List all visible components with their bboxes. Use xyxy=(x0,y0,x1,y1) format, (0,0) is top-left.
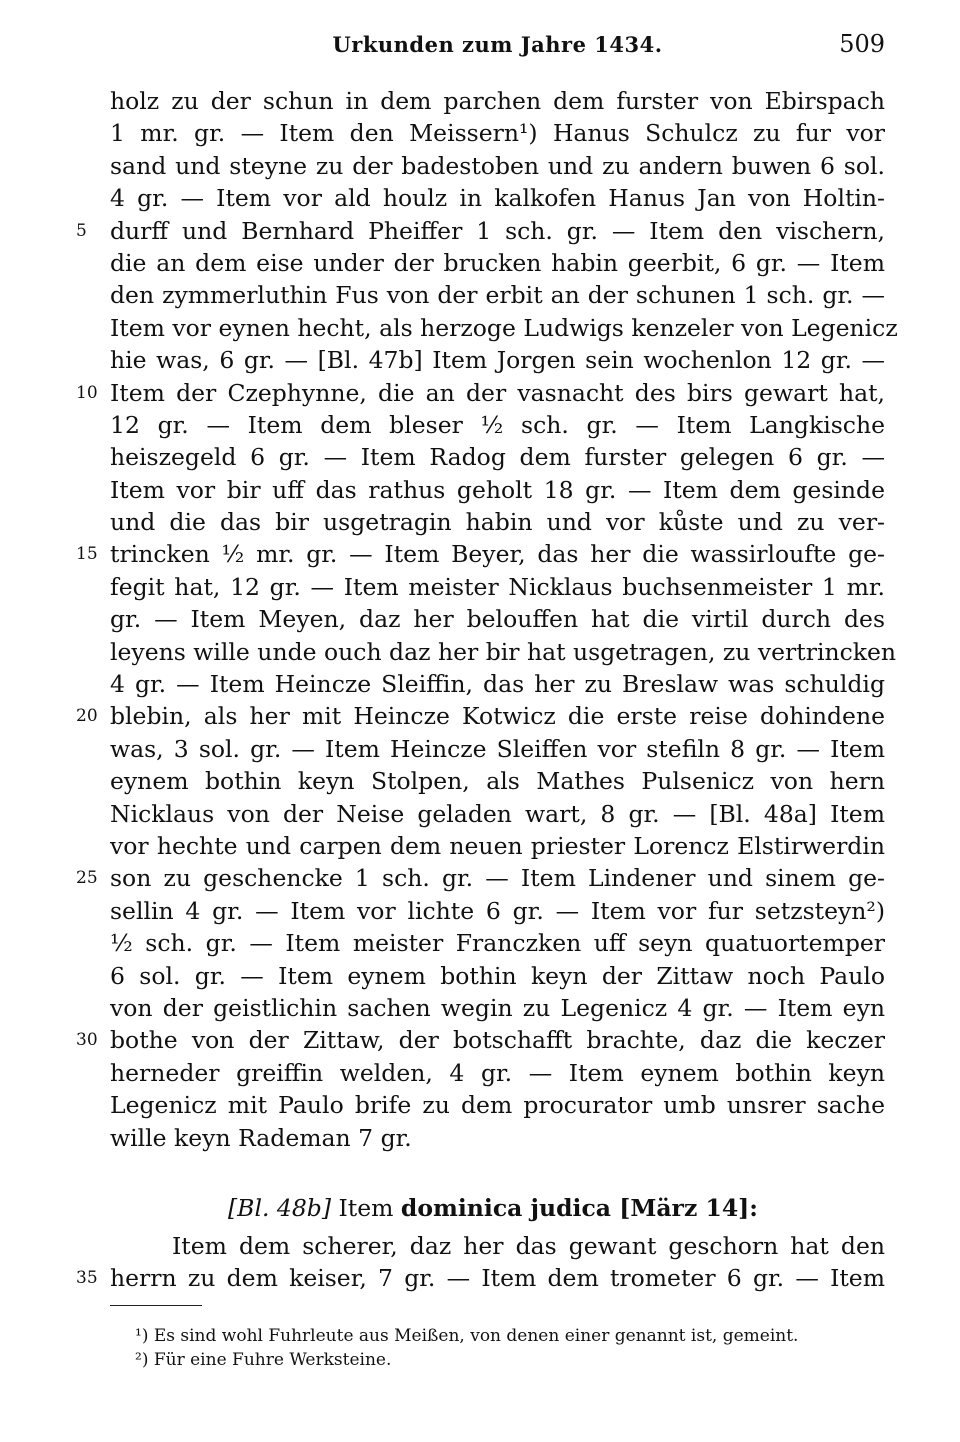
text-line xyxy=(110,474,885,506)
text-line xyxy=(110,150,885,182)
line-number: 10 xyxy=(76,382,98,403)
line-text: den zymmerluthin Fus von der erbit an der schunen 1 sch. gr. — xyxy=(110,281,885,310)
text-line xyxy=(76,862,885,894)
line-text: Item vor eynen hecht, als herzoge Ludwigs kenzeler von Legenicz xyxy=(110,313,898,342)
line-number: 35 xyxy=(76,1268,98,1289)
text-line xyxy=(110,571,885,603)
line-number: 5 xyxy=(76,220,87,241)
line-text: und die das bir usgetragin habin und vor kůste und zu ver- xyxy=(110,508,885,537)
line-text: durff und Bernhard Pheiffer 1 sch. gr. — Item den vischern, xyxy=(110,216,885,245)
line-text: 4 gr. — Item vor ald houlz in kalkofen Hanus Jan von Holtin- xyxy=(110,184,885,213)
text-line xyxy=(110,1122,885,1154)
page-number: 509 xyxy=(839,30,885,58)
line-text: leyens wille unde ouch daz her bir hat usgetragen, zu vertrincken xyxy=(110,637,897,666)
text-line xyxy=(76,700,885,732)
text-line xyxy=(110,1089,885,1121)
footnote-rule xyxy=(110,1305,202,1306)
line-number: 20 xyxy=(76,706,98,727)
line-text: Legenicz mit Paulo brife zu dem procurator umb unsrer sache xyxy=(110,1091,885,1120)
line-text: die an dem eise under der brucken habin geerbit, 6 gr. — Item xyxy=(110,248,885,277)
text-line xyxy=(110,927,885,959)
text-line xyxy=(76,1262,885,1294)
text-line xyxy=(76,377,885,409)
text-line xyxy=(110,895,885,927)
text-line xyxy=(110,733,885,765)
text-line xyxy=(110,409,885,441)
text-line xyxy=(76,215,885,247)
text-line xyxy=(110,1230,885,1262)
line-text: Item der Czephynne, die an der vasnacht des birs gewart hat, xyxy=(110,378,885,407)
folio-reference: [Bl. 48b] xyxy=(228,1194,332,1222)
line-text: was, 3 sol. gr. — Item Heincze Sleiffen vor stefiln 8 gr. — Item xyxy=(110,734,885,763)
line-number: 15 xyxy=(76,544,98,565)
text-line xyxy=(110,85,885,117)
footnote: ²) Für eine Fuhre Werksteine. xyxy=(135,1350,392,1370)
line-text: 1 mr. gr. — Item den Meissern¹) Hanus Schulcz zu fur vor xyxy=(110,119,885,148)
line-text: wille keyn Rademan 7 gr. xyxy=(110,1123,412,1152)
text-line xyxy=(110,441,885,473)
line-text: son zu geschencke 1 sch. gr. — Item Lindener und sinem ge- xyxy=(110,864,885,893)
line-number: 30 xyxy=(76,1030,98,1051)
text-line xyxy=(110,798,885,830)
line-text: Item dem scherer, daz her das gewant geschorn hat den xyxy=(172,1232,885,1260)
text-line xyxy=(76,538,885,570)
text-line xyxy=(110,992,885,1024)
section-heading xyxy=(228,1192,758,1224)
text-line xyxy=(110,668,885,700)
line-text: vor hechte und carpen dem neuen priester Lorencz Elstirwerdin xyxy=(110,831,885,860)
line-text: herneder greiffin welden, 4 gr. — Item eynem bothin keyn xyxy=(110,1058,885,1087)
text-line xyxy=(110,830,885,862)
text-line xyxy=(76,1024,885,1056)
line-text: holz zu der schun in dem parchen dem furster von Ebirspach xyxy=(110,87,885,115)
line-text: sellin 4 gr. — Item vor lichte 6 gr. — Item vor fur setzsteyn²) xyxy=(110,896,885,925)
line-text: herrn zu dem keiser, 7 gr. — Item dem trometer 6 gr. — Item xyxy=(110,1264,885,1293)
line-text: gr. — Item Meyen, daz her belouffen hat die virtil durch des xyxy=(110,605,885,634)
text-line xyxy=(110,506,885,538)
section-lead: Item xyxy=(338,1194,394,1222)
text-line xyxy=(110,603,885,635)
text-line xyxy=(110,960,885,992)
line-text: 12 gr. — Item dem bleser ½ sch. gr. — Item Langkische xyxy=(110,410,885,439)
section-title: dominica judica [März 14]: xyxy=(400,1194,758,1222)
line-text: von der geistlichin sachen wegin zu Legenicz 4 gr. — Item eyn xyxy=(110,993,885,1022)
line-text: heiszegeld 6 gr. — Item Radog dem furster gelegen 6 gr. — xyxy=(110,443,885,472)
line-text: Nicklaus von der Neise geladen wart, 8 gr. — [Bl. 48a] Item xyxy=(110,799,885,828)
line-text: Item vor bir uff das rathus geholt 18 gr. — Item dem gesinde xyxy=(110,475,885,504)
line-text: blebin, als her mit Heincze Kotwicz die erste reise dohindene xyxy=(110,702,885,731)
text-line xyxy=(110,117,885,149)
text-line xyxy=(110,312,898,344)
running-head xyxy=(110,32,885,62)
text-line xyxy=(110,247,885,279)
main-text-block xyxy=(76,85,898,1154)
text-line xyxy=(110,344,885,376)
line-text: bothe von der Zittaw, der botschafft brachte, daz die keczer xyxy=(110,1026,885,1055)
continuation-text-block xyxy=(76,1230,885,1295)
line-text: 4 gr. — Item Heincze Sleiffin, das her zu Breslaw was schuldig xyxy=(110,670,885,699)
line-text: eynem bothin keyn Stolpen, als Mathes Pulsenicz von hern xyxy=(110,767,885,796)
line-text: trincken ½ mr. gr. — Item Beyer, das her die wassirloufte ge- xyxy=(110,540,885,569)
text-line xyxy=(110,765,885,797)
text-line xyxy=(110,636,897,668)
text-line xyxy=(110,279,885,311)
line-text: sand und steyne zu der badestoben und zu andern buwen 6 sol. xyxy=(110,151,885,180)
line-text: ½ sch. gr. — Item meister Franczken uff seyn quatuortemper xyxy=(110,929,885,958)
line-text: fegit hat, 12 gr. — Item meister Nicklaus buchsenmeister 1 mr. xyxy=(110,572,885,601)
footnotes xyxy=(135,1324,895,1372)
footnote: ¹) Es sind wohl Fuhrleute aus Meißen, von denen einer genannt ist, gemeint. xyxy=(135,1326,799,1346)
line-text: hie was, 6 gr. — [Bl. 47b] Item Jorgen sein wochenlon 12 gr. — xyxy=(110,346,885,375)
line-text: 6 sol. gr. — Item eynem bothin keyn der Zittaw noch Paulo xyxy=(110,961,885,990)
line-number: 25 xyxy=(76,868,98,889)
running-title: Urkunden zum Jahre 1434. xyxy=(332,32,663,57)
text-line xyxy=(110,1057,885,1089)
text-line xyxy=(110,182,885,214)
